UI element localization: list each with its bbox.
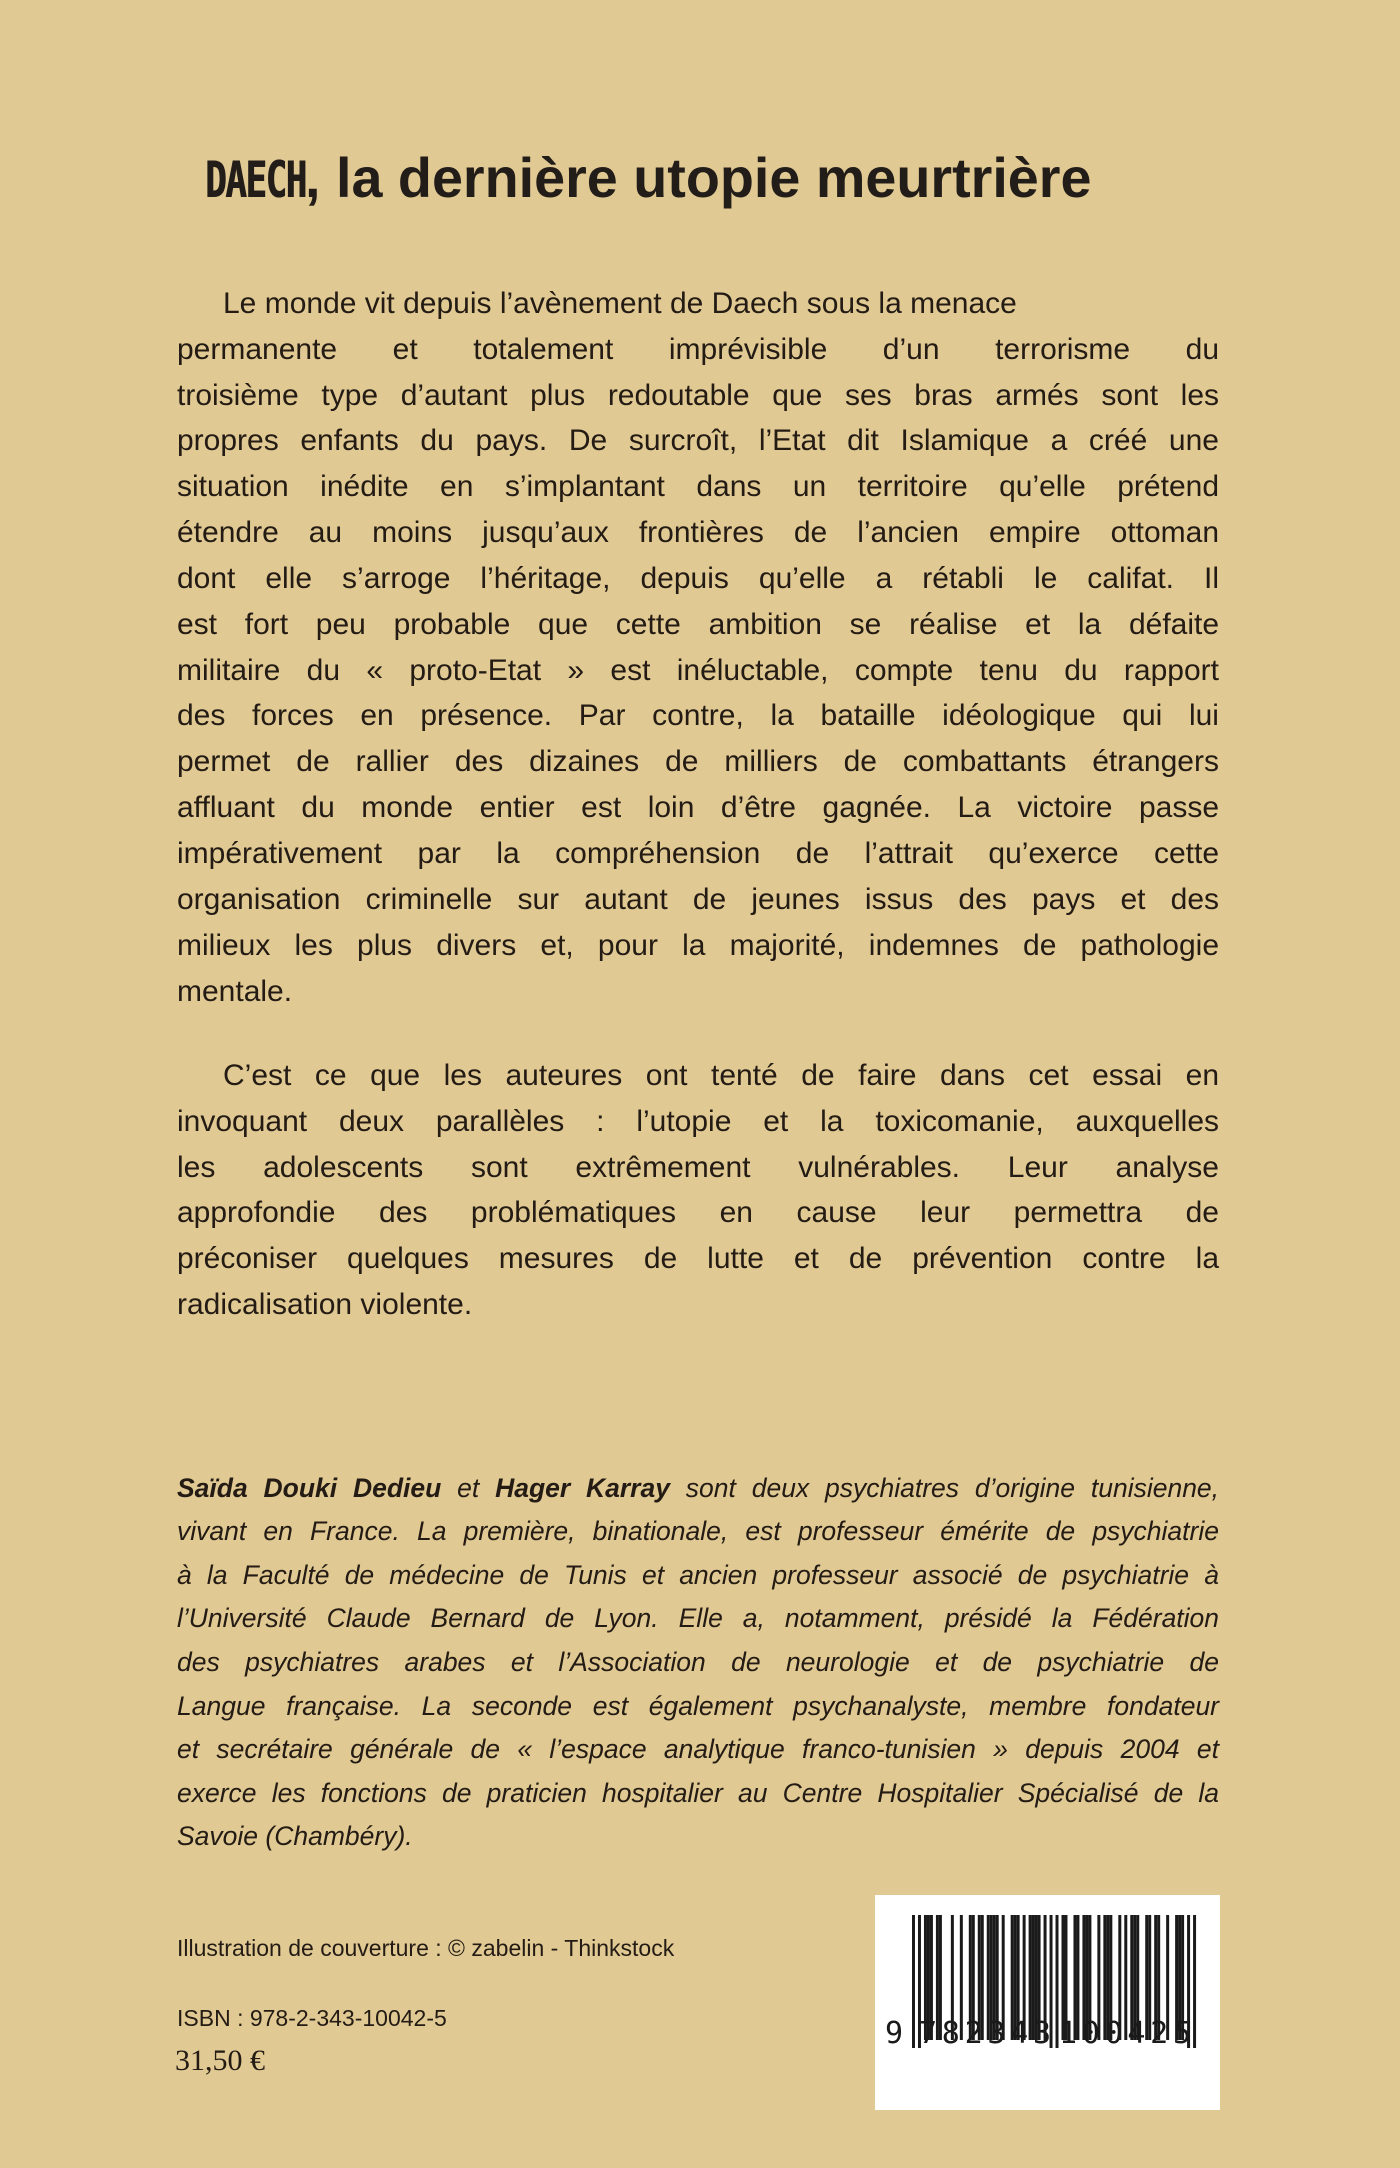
text-line: propres enfants du pays. De surcroît, l’Etat dit Islamique a créé une — [177, 424, 1219, 458]
text-line: milieux les plus divers et, pour la majorité, indemnes de pathologie — [177, 928, 1219, 962]
text-line: affluant du monde entier est loin d’être gagnée. La victoire passe — [177, 791, 1220, 825]
barcode-digit-group-3: 100425 — [1059, 2016, 1191, 2051]
text-line: dont elle s’arroge l’héritage, depuis qu’elle a rétabli le califat. Il — [177, 561, 1219, 595]
text-line: permet de rallier des dizaines de milliers de combattants étrangers — [177, 745, 1219, 779]
author-bio — [177, 1460, 1219, 1852]
text-line: vivant en France. La première, binationale, est professeur émérite de psychiatrie — [177, 1516, 1219, 1547]
text-line: Savoie (Chambéry). — [177, 1821, 413, 1852]
author-name-1: Saïda Douki Dedieu — [177, 1472, 442, 1503]
price: 31,50 € — [175, 2044, 265, 2077]
barcode-guard-bar — [912, 1915, 915, 2048]
cover-illustration-credit: Illustration de couverture : © zabelin - Thinkstock — [177, 1935, 675, 1961]
barcode-bar — [1145, 1915, 1148, 2040]
text-line: Le monde vit depuis l’avènement de Daech sous la menace — [223, 286, 1017, 320]
barcode-bar — [1029, 1915, 1032, 2040]
text-line: préconiser quelques mesures de lutte et de prévention contre la — [177, 1242, 1220, 1276]
text-line: radicalisation violente. — [177, 1288, 473, 1322]
author-name-2: Hager Karray — [495, 1472, 670, 1503]
synopsis-paragraph-2 — [177, 1048, 1219, 1323]
isbn: ISBN : 978-2-343-10042-5 — [177, 2005, 447, 2031]
text-line: Saïda Douki Dedieu et Hager Karray sont deux psychiatres d’origine tunisienne, — [177, 1472, 1220, 1503]
barcode-bars — [875, 1895, 1220, 2110]
title-subtitle: , la dernière utopie meurtrière — [305, 145, 1092, 209]
text-line: des psychiatres arabes et l’Association de neurologie et de psychiatrie de — [177, 1646, 1219, 1677]
text-line: mentale. — [177, 974, 293, 1008]
text-line: impérativement par la compréhension de l’attrait qu’exerce cette — [177, 836, 1220, 870]
text-line: organisation criminelle sur autant de jeunes issus des pays et des — [177, 882, 1220, 916]
text-line: est fort peu probable que cette ambition se réalise et la défaite — [177, 607, 1220, 641]
text-line: les adolescents sont extrêmement vulnérables. Leur analyse — [177, 1150, 1219, 1184]
text-line: à la Faculté de médecine de Tunis et ancien professeur associé de psychiatrie à — [177, 1559, 1219, 1590]
barcode-guard-bar — [1193, 1915, 1196, 2048]
text-line: troisième type d’autant plus redoutable que ses bras armés sont les — [177, 378, 1220, 412]
text-line: C’est ce que les auteures ont tenté de faire dans cet essai en — [223, 1058, 1219, 1092]
text-line: situation inédite en s’implantant dans un territoire qu’elle prétend — [177, 470, 1219, 504]
text-line: et secrétaire générale de « l’espace analytique franco-tunisien » depuis 2004 et — [177, 1734, 1219, 1765]
text-line: étendre au moins jusqu’aux frontières de l’ancien empire ottoman — [177, 516, 1220, 550]
ean13-barcode — [875, 1895, 1220, 2110]
text-line: permanente et totalement imprévisible d’un terrorisme du — [177, 332, 1220, 366]
text-line: Langue française. La seconde est également psychanalyste, membre fondateur — [177, 1690, 1220, 1721]
text-line: militaire du « proto-Etat » est inéluctable, compte tenu du rapport — [177, 653, 1219, 687]
barcode-digit-group-1: 9 — [885, 2016, 904, 2051]
text-line: invoquant deux parallèles : l’utopie et la toxicomanie, auxquelles — [177, 1104, 1220, 1138]
barcode-digit-group-2: 782343 — [919, 2016, 1051, 2051]
text-line: l’Université Claude Bernard de Lyon. Elle a, notamment, présidé la Fédération — [177, 1603, 1220, 1634]
book-title — [205, 138, 1190, 218]
text-line: approfondie des problématiques en cause leur permettra de — [177, 1196, 1219, 1230]
title-brand-daech: DAECH — [205, 150, 306, 209]
synopsis-paragraph-1 — [177, 276, 1219, 1010]
text-line: des forces en présence. Par contre, la bataille idéologique qui lui — [177, 699, 1219, 733]
barcode-bar — [960, 1915, 963, 2040]
text-line: exerce les fonctions de praticien hospitalier au Centre Hospitalier Spécialisé de la — [177, 1777, 1220, 1808]
